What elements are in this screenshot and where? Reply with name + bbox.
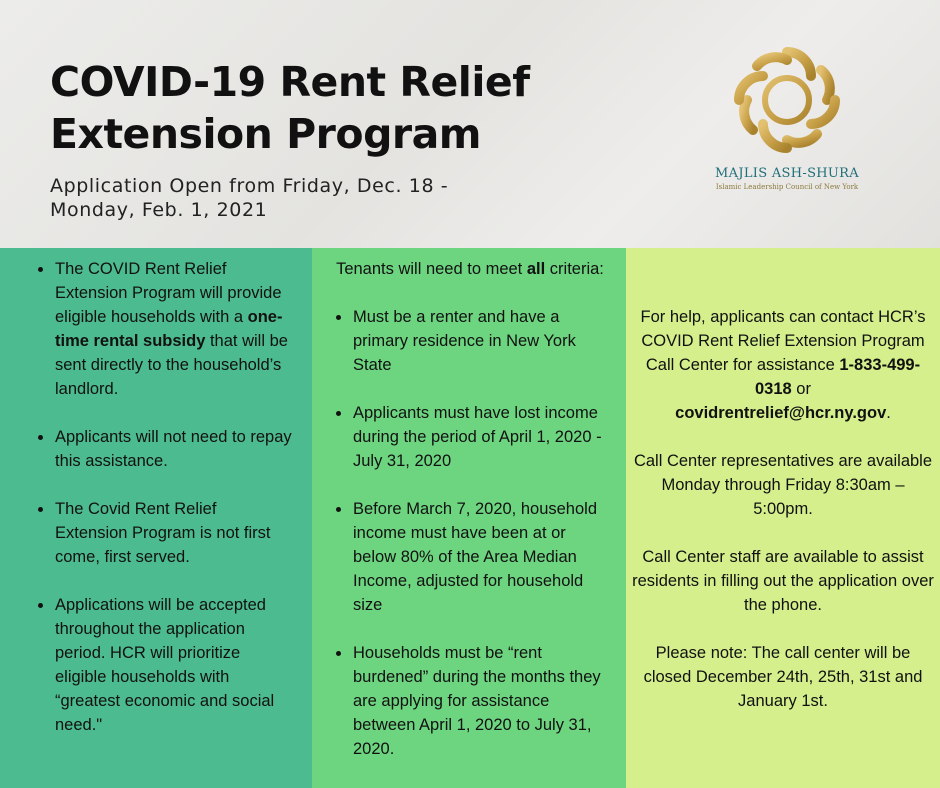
- header-banner: [0, 0, 940, 248]
- contact-text: .: [886, 404, 891, 422]
- subtitle-line-2: Monday, Feb. 1, 2021: [50, 199, 268, 221]
- list-item: [54, 425, 292, 473]
- item-bold-text: one-time rental subsidy: [55, 308, 283, 350]
- contact-paragraph: [630, 305, 936, 425]
- list-item: • Before March 7, 2020, household income must have been at or below 80% of the Area Median Income, adjusted for household size: [352, 497, 608, 617]
- title-line-2: Extension Program: [50, 110, 482, 158]
- contact-info-column: [626, 248, 940, 788]
- list-item: [54, 257, 292, 401]
- eligibility-criteria-column: [312, 248, 626, 788]
- majlis-logo: [712, 40, 862, 200]
- closure-note: Please note: The call center will be closed December 24th, 25th, 31st and January 1st.: [643, 644, 923, 710]
- intro-text: criteria:: [545, 260, 604, 278]
- item-text: Applicants will not need to repay this assistance.: [55, 428, 292, 470]
- item-text: The COVID Rent Relief Extension Program will provide eligible households with a: [55, 260, 282, 326]
- contact-text: or: [791, 380, 811, 398]
- phone-number[interactable]: 1-833-499-0318: [755, 356, 921, 398]
- intro-bold-text: all: [526, 260, 546, 278]
- logo-name: MAJLIS ASH-SHURA: [715, 166, 859, 181]
- list-item: [54, 497, 292, 569]
- hours-paragraph: Call Center representatives are available Monday through Friday 8:30am – 5:00pm.: [633, 452, 933, 518]
- criteria-list: [332, 305, 608, 761]
- application-dates: [50, 174, 448, 222]
- program-details-column: [0, 248, 312, 788]
- item-text: The Covid Rent Relief Extension Program is not first come, first served.: [55, 500, 271, 566]
- list-item: • Applicants must have lost income during the period of April 1, 2020 - July 31, 2020: [352, 401, 608, 473]
- intro-text: Tenants will need to meet: [336, 260, 527, 278]
- staff-paragraph: Call Center staff are available to assist residents in filling out the application over the phone.: [632, 548, 934, 614]
- list-item: • Households must be “rent burdened” during the months they are applying for assistance between April 1, 2020 to July 31, 2020.: [352, 641, 608, 761]
- list-item: [54, 593, 292, 737]
- logo-subtitle: Islamic Leadership Council of New York: [715, 183, 859, 191]
- contact-text: For help, applicants can contact HCR’s COVID Rent Relief Extension Program Call Center for assistance: [640, 308, 926, 374]
- item-text: Applications will be accepted throughout the application period. HCR will prioritize eligible households with “greatest economic and social need.": [55, 596, 275, 734]
- subtitle-line-1: Application Open from Friday, Dec. 18 -: [50, 175, 449, 197]
- criteria-intro: [332, 257, 608, 281]
- page-title: [50, 56, 530, 160]
- list-item: • Must be a renter and have a primary residence in New York State: [352, 305, 608, 377]
- star-knot-icon: [727, 40, 847, 160]
- item-text: that will be sent directly to the household’s landlord.: [55, 332, 288, 398]
- title-line-1: COVID-19 Rent Relief: [50, 58, 530, 106]
- program-details-list: [34, 257, 292, 737]
- email-address[interactable]: covidrentrelief@hcr.ny.gov: [675, 404, 887, 422]
